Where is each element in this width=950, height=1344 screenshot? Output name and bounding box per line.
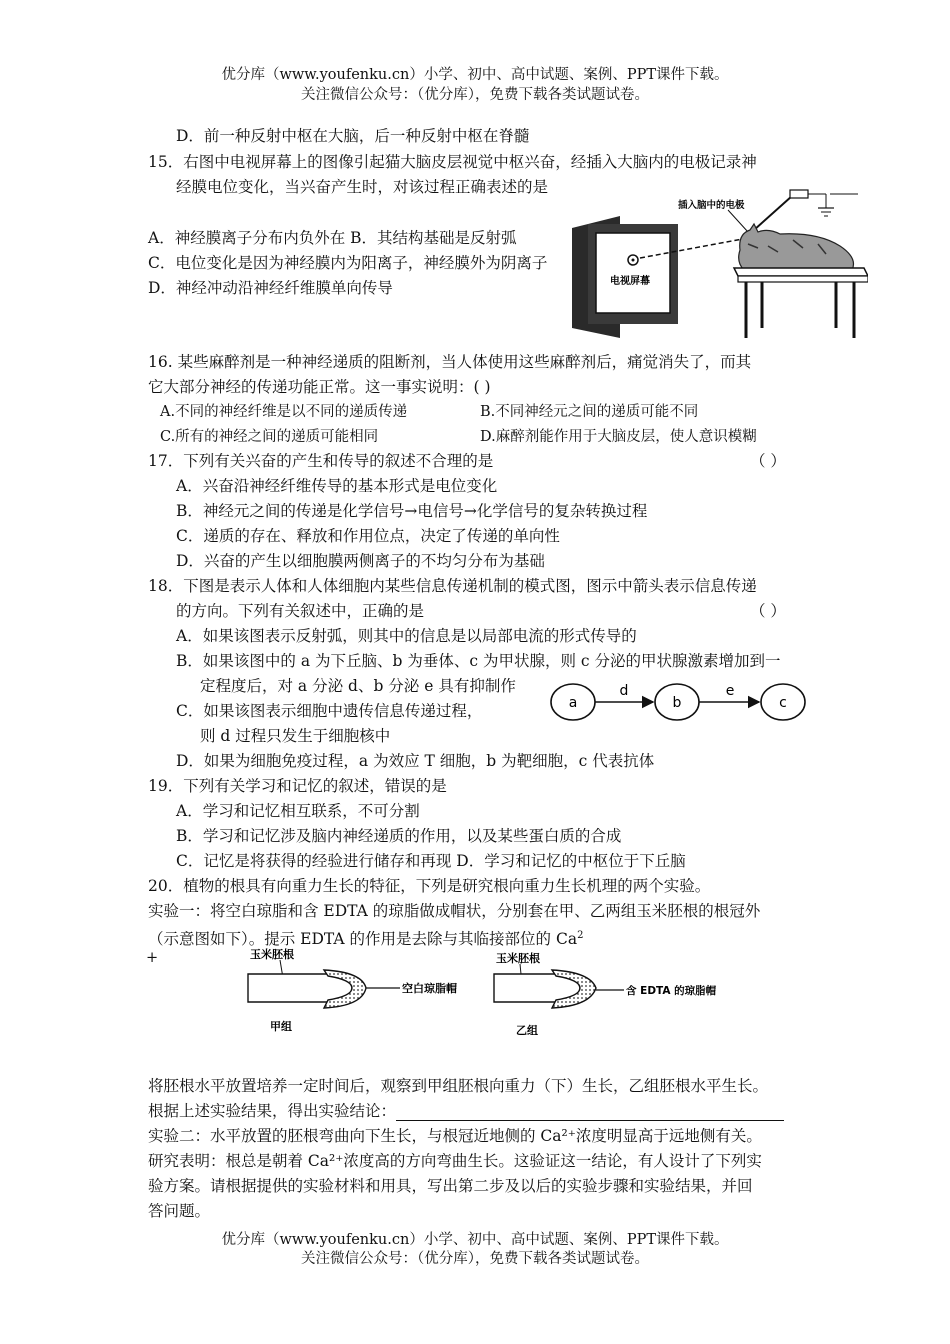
node-a-label: a [568, 695, 578, 711]
tv-screen-label: 电视屏幕 [610, 276, 650, 287]
q16-stem-1: 16. 某些麻醉剂是一种神经递质的阻断剂，当人体使用这些麻醉剂后，痛觉消失了，而其 [148, 353, 752, 371]
q19-option-cd: C．记忆是将获得的经验进行储存和再现 D．学习和记忆的中枢位于下丘脑 [176, 852, 686, 870]
q15-stem-2: 经膜电位变化，当兴奋产生时，对该过程正确表述的是 [176, 178, 549, 196]
q18-stem-2: 的方向。下列有关叙述中，正确的是 [176, 602, 425, 620]
header-line-1: 优分库（www.youfenku.cn）小学、初中、高中试题、案例、PPT课件下载。 [221, 67, 729, 83]
q19-stem: 19．下列有关学习和记忆的叙述，错误的是 [148, 777, 447, 795]
footer-line-1: 优分库（www.youfenku.cn）小学、初中、高中试题、案例、PPT课件下载。 [221, 1232, 729, 1248]
electrode-label: 插入脑中的电极 [678, 200, 745, 211]
q15-stem-1: 15．右图中电视屏幕上的图像引起猫大脑皮层视觉中枢兴奋，经插入大脑内的电极记录神 [148, 153, 757, 171]
q17-option-c: C．递质的存在、释放和作用位点，决定了传递的单向性 [176, 527, 560, 545]
q16-option-c: C.所有的神经之间的递质可能相同 [160, 429, 379, 445]
node-c-label: c [779, 695, 787, 711]
q17-option-a: A．兴奋沿神经纤维传导的基本形式是电位变化 [176, 477, 498, 495]
q18-option-b-2: 定程度后，对 a 分泌 d、b 分泌 e 具有抑制作 [200, 677, 516, 695]
table-top [734, 268, 868, 276]
q20-root-cap-figure [240, 944, 780, 1040]
jia-root-label: 玉米胚根 [250, 948, 294, 961]
calcium-charge-plus: + [146, 950, 159, 966]
q18-option-d: D．如果为细胞免疫过程，a 为效应 T 细胞，b 为靶细胞，c 代表抗体 [176, 752, 655, 770]
q20-study-1: 研究表明：根总是朝着 Ca²⁺浓度高的方向弯曲生长。这验证这一结论，有人设计了下列实 [148, 1152, 762, 1170]
q14-option-d: D．前一种反射中枢在大脑，后一种反射中枢在脊髓 [176, 127, 530, 145]
q20-exp1-line-2: （示意图如下）。提示 EDTA 的作用是去除与其临接部位的 Ca$^2$ [148, 930, 584, 949]
yi-group-label: 乙组 [516, 1024, 538, 1037]
q15-option-ab: A．神经膜离子分布内负外在 B．其结构基础是反射弧 [148, 229, 517, 247]
electrode [754, 196, 792, 230]
conclusion-answer-blank[interactable] [396, 1104, 784, 1121]
electrode-leader [728, 210, 748, 232]
q16-option-b: B.不同神经元之间的递质可能不同 [480, 404, 699, 420]
jia-cap-label: 空白琼脂帽 [402, 982, 457, 995]
q19-option-b: B．学习和记忆涉及脑内神经递质的作用，以及某些蛋白质的合成 [176, 827, 622, 845]
q20-result-1: 将胚根水平放置培养一定时间后，观察到甲组胚根向重力（下）生长，乙组胚根水平生长。 [148, 1077, 769, 1095]
q17-stem: 17．下列有关兴奋的产生和传导的叙述不合理的是 [148, 452, 494, 470]
q17-option-d: D．兴奋的产生以细胞膜两侧离子的不均匀分布为基础 [176, 552, 545, 570]
header-line-2: 关注微信公众号：（优分库），免费下载各类试题试卷。 [301, 87, 649, 103]
q20-conclusion-line: 根据上述实验结果，得出实验结论： [148, 1101, 784, 1121]
node-b-label: b [672, 695, 682, 711]
jia-group-label: 甲组 [270, 1020, 292, 1033]
tv-screen [596, 233, 670, 313]
q18-option-a: A．如果该图表示反射弧，则其中的信息是以局部电流的形式传导的 [176, 627, 637, 645]
q17-answer-paren: （ ） [750, 452, 786, 470]
yi-root-label: 玉米胚根 [496, 952, 540, 965]
calcium-charge-superscript: 2 [577, 930, 584, 941]
q16-option-a: A.不同的神经纤维是以不同的递质传递 [160, 404, 408, 420]
q20-stem: 20．植物的根具有向重力生长的特征，下列是研究根向重力生长机理的两个实验。 [148, 877, 711, 895]
q18-stem-1: 18．下图是表示人体和人体细胞内某些信息传递机制的模式图，图示中箭头表示信息传递 [148, 577, 757, 595]
q20-study-2: 验方案。请根据提供的实验材料和用具，写出第二步及以后的实验步骤和实验结果，并回 [148, 1177, 753, 1195]
q18-option-c-1: C．如果该图表示细胞中遗传信息传递过程， [176, 702, 483, 720]
q17-option-b: B．神经元之间的传递是化学信号→电信号→化学信号的复杂转换过程 [176, 502, 648, 520]
q19-option-a: A．学习和记忆相互联系，不可分割 [176, 802, 420, 820]
q18-answer-paren: （ ） [750, 602, 786, 620]
q18-signal-diagram [545, 678, 810, 728]
q15-option-d: D．神经冲动沿神经纤维膜单向传导 [148, 279, 393, 297]
q16-stem-2: 它大部分神经的传递功能正常。这一事实说明：( ) [148, 378, 491, 396]
q15-option-c: C．电位变化是因为神经膜内为阳离子，神经膜外为阴离子 [148, 254, 548, 272]
q16-option-d: D.麻醉剂能作用于大脑皮层，使人意识模糊 [480, 429, 757, 445]
edge-e-label: e [725, 683, 735, 699]
q20-study-3: 答问题。 [148, 1202, 211, 1220]
q20-exp2: 实验二：水平放置的胚根弯曲向下生长，与根冠近地侧的 Ca²⁺浓度明显高于远地侧有关。 [148, 1127, 762, 1145]
edge-d-label: d [619, 683, 629, 699]
q15-tv-cat-figure [568, 188, 868, 340]
q20-exp1-line-1: 实验一：将空白琼脂和含 EDTA 的琼脂做成帽状，分别套在甲、乙两组玉米胚根的根冠外 [148, 902, 761, 920]
q18-option-b-1: B．如果该图中的 a 为下丘脑、b 为垂体、c 为甲状腺，则 c 分泌的甲状腺激素增加到一 [176, 652, 781, 670]
q18-option-c-2: 则 d 过程只发生于细胞核中 [200, 727, 391, 745]
footer-line-2: 关注微信公众号：（优分库），免费下载各类试题试卷。 [301, 1251, 649, 1267]
yi-cap-label: 含 EDTA 的琼脂帽 [626, 985, 717, 997]
